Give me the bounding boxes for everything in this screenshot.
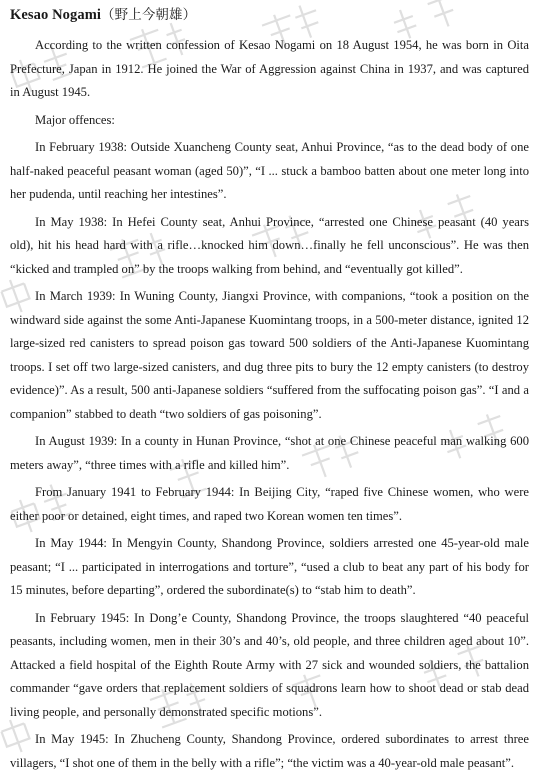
paragraph-offence-feb-1945: In February 1945: In Dong’e County, Shandong Province, the troops slaughtered “40 peaceful peasants, including women, men in their 30’s and 40’s, old people, and three children aged about 10”. Attacked a field hospital of the Eighth Route Army with 27 sick and wounded soldiers, the battalion commander “gave orders that replacement soldiers of squadrons learn how to shoot dead or stab dead living people, and personally demonstrated specific motions”. [10,610,529,719]
paragraph-major-offences-heading: Major offences: [35,112,115,127]
paragraph-intro: According to the written confession of Kesao Nogami on 18 August 1954, he was born in Oita Prefecture, Japan in 1912. He joined the War of Aggression against China in 1937, and was captured in August 1945. [10,38,529,99]
title-name: Kesao Nogami [10,7,102,23]
document-content [10,4,529,775]
paragraph-offence-mar-1939: In March 1939: In Wuning County, Jiangxi Province, with companions, “took a position on the windward side against the some Anti-Japanese Kuomintang troops, in a 500-meter distance, ignited 12 large-sized red canisters to spread poison gas toward 500 soldiers of the Anti-Japanese Kuomintang troops. I set off two large-sized canisters, and dug three pits to bury the 12 empty canisters (to destroy evidence)”. As a result, 500 anti-Japanese soldiers “suffered from the suffocating poison gas”. “I and a companion” stabbed to death “two soldiers of gas poisoning”. [10,289,529,421]
paragraph-offence-may-1945: In May 1945: In Zhucheng County, Shandong Province, ordered subordinates to arrest three villagers, “I shot one of them in the belly with a rifle”; “the victim was a 40-year-old male peasant”. [10,732,529,770]
paragraph-offence-may-1938: In May 1938: In Hefei County seat, Anhui Province, “arrested one Chinese peasant (40 years old), hit his head hard with a rifle…knocked him down…finally he fell unconscious”. He was then “kicked and trampled on” by the troops walking from behind, and “eventually got killed”. [10,214,529,276]
paragraph-offence-1941-1944: From January 1941 to February 1944: In Beijing City, “raped five Chinese women, who were either poor or detained, eight times, and raped two Korean women ten times”. [10,485,529,523]
paragraph-offence-may-1944: In May 1944: In Mengyin County, Shandong Province, soldiers arrested one 45-year-old male peasant; “I ... participated in interrogations and torture”, “used a club to beat any part of his body for 15 minutes, before departing”, ordered the subordinate(s) to “stab him to death”. [10,536,529,597]
paragraph-offence-aug-1939: In August 1939: In a county in Hunan Province, “shot at one Chinese peaceful man walking 600 meters away”, “three times with a rifle and killed him”. [10,434,529,472]
title-cjk-name: （野上今朝雄） [101,7,197,23]
document-title [10,4,529,26]
paragraph-offence-feb-1938: In February 1938: Outside Xuancheng County seat, Anhui Province, “as to the dead body of one half-naked peaceful peasant woman (aged 50)”, “I ... stuck a bamboo batten about one meter long into her pudenda, until reaching her intestines”. [10,140,529,201]
